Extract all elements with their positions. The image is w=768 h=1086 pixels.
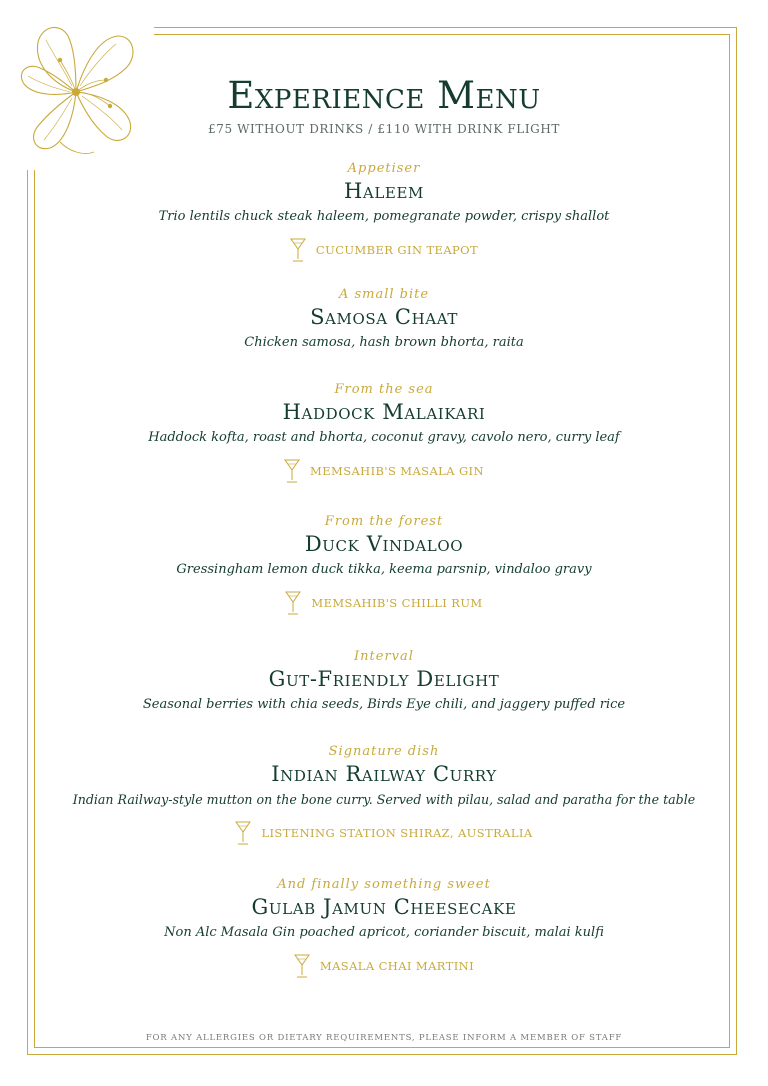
pairing-label: LISTENING STATION SHIRAZ, AUSTRALIA [261, 826, 533, 840]
dish-name: Duck Vindaloo [304, 532, 464, 556]
cocktail-glass-icon [290, 237, 306, 263]
course-small-bite [40, 286, 728, 353]
flower-illustration-icon [14, 14, 144, 162]
drink-pairing [284, 458, 484, 484]
course-from-the-forest [40, 513, 728, 620]
dish-name: Gut-Friendly Delight [268, 667, 500, 691]
dish-name: Indian Railway Curry [271, 762, 497, 786]
pairing-label: MEMSAHIB'S MASALA GIN [310, 464, 484, 478]
drink-pairing [285, 590, 482, 616]
drink-pairing [294, 953, 474, 979]
pairing-label: MEMSAHIB'S CHILLI RUM [311, 596, 483, 610]
course-appetiser [40, 160, 728, 267]
dish-description: Chicken samosa, hash brown bhorta, raita [244, 335, 524, 350]
menu-price: £75 WITHOUT DRINKS / £110 WITH DRINK FLIGHT [207, 122, 561, 136]
cocktail-glass-icon [284, 458, 300, 484]
dish-description: Trio lentils chuck steak haleem, pomegranate powder, crispy shallot [158, 209, 610, 224]
pairing-label: CUCUMBER GIN TEAPOT [315, 243, 479, 257]
cocktail-glass-icon [285, 590, 301, 616]
dish-description: Haddock kofta, roast and bhorta, coconut gravy, cavolo nero, curry leaf [148, 430, 620, 445]
course-tag: Appetiser [347, 161, 421, 176]
dish-description: Seasonal berries with chia seeds, Birds Eye chili, and jaggery puffed rice [142, 697, 626, 712]
course-tag: And finally something sweet [277, 877, 491, 892]
dish-name: Samosa Chaat [310, 305, 458, 329]
drink-pairing [235, 820, 532, 846]
dish-description: Non Alc Masala Gin poached apricot, coriander biscuit, malai kulfi [164, 925, 604, 940]
course-tag: From the forest [324, 514, 444, 529]
pairing-label: MASALA CHAI MARTINI [319, 959, 475, 973]
dish-name: Haddock Malaikari [282, 400, 486, 424]
dish-description: Gressingham lemon duck tikka, keema parsnip, vindaloo gravy [176, 562, 592, 577]
dish-name: Gulab Jamun Cheesecake [251, 895, 517, 919]
course-interval [40, 648, 728, 715]
course-tag: Signature dish [328, 744, 440, 759]
course-signature-dish [40, 743, 728, 850]
dish-name: Haleem [344, 179, 424, 203]
course-from-the-sea [40, 381, 728, 488]
allergy-note: FOR ANY ALLERGIES OR DIETARY REQUIREMENTS, PLEASE INFORM A MEMBER OF STAFF [145, 1033, 623, 1043]
course-tag: From the sea [334, 382, 434, 397]
course-tag: A small bite [338, 287, 430, 302]
cocktail-glass-icon [235, 820, 251, 846]
course-dessert [40, 876, 728, 983]
menu-title: Experience Menu [227, 74, 541, 117]
dish-description: Indian Railway-style mutton on the bone curry. Served with pilau, salad and paratha for the table [72, 792, 696, 807]
drink-pairing [290, 237, 478, 263]
cocktail-glass-icon [294, 953, 310, 979]
course-tag: Interval [354, 649, 414, 664]
